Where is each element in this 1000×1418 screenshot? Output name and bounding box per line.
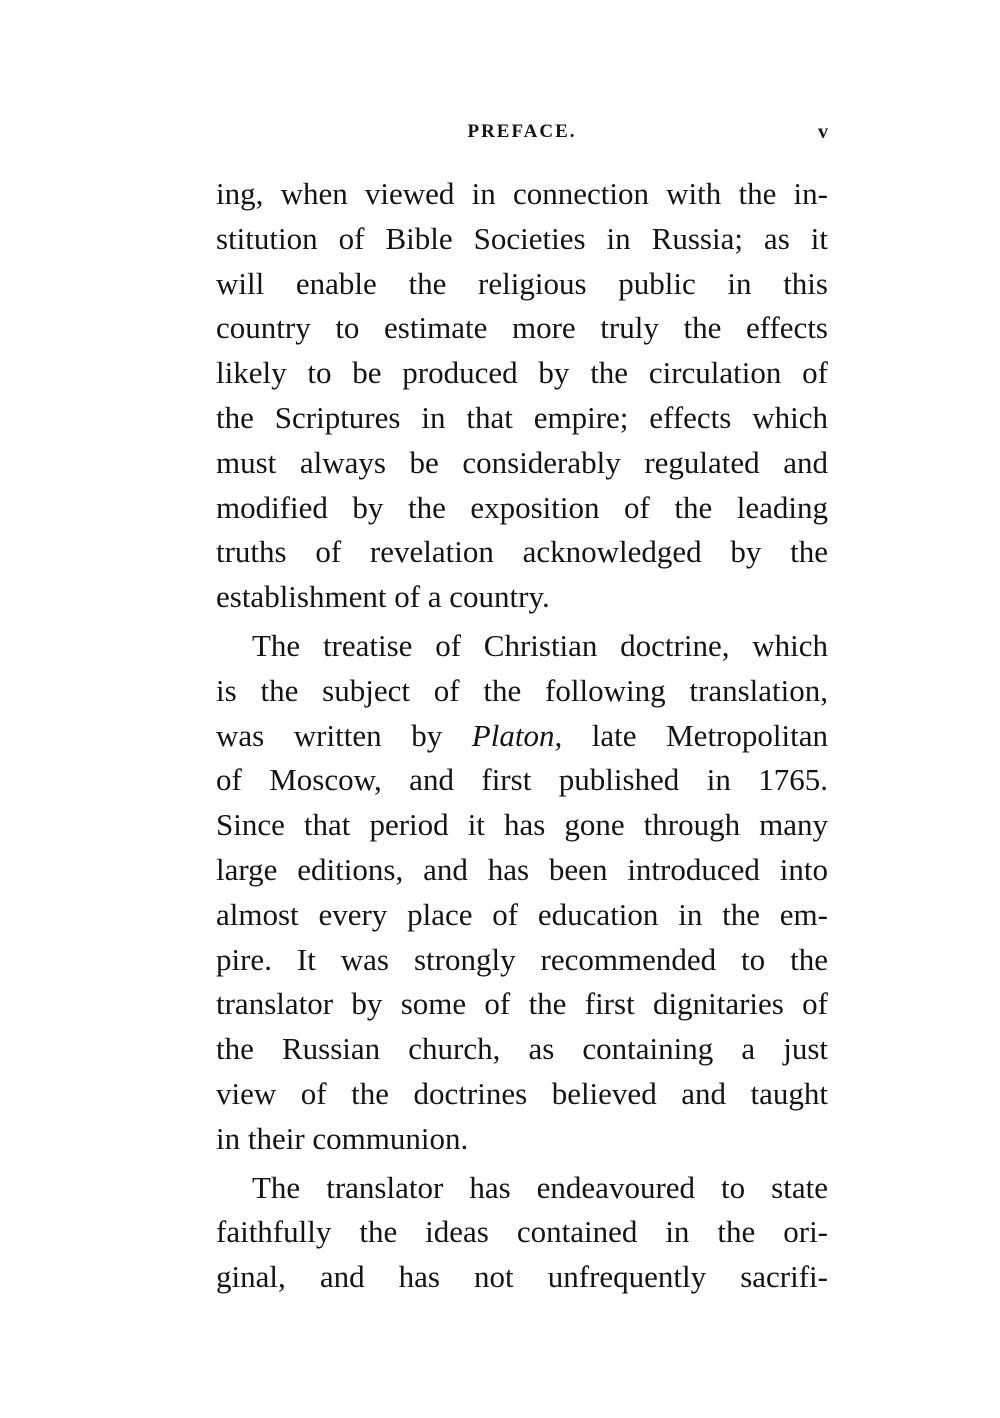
text-line: establishment of a country. xyxy=(216,579,550,615)
text-line: faithfully the ideas contained in the ori- xyxy=(216,1214,828,1250)
paragraph xyxy=(216,624,828,1162)
text-line xyxy=(216,714,828,759)
text-line: ginal, and has not unfrequently sacrifi- xyxy=(216,1259,828,1295)
running-head xyxy=(216,118,828,146)
text-line: the Russian church, as containing a just xyxy=(216,1031,828,1067)
text-run: late Metropolitan xyxy=(562,717,828,753)
text-line: translator by some of the first dignitaries of xyxy=(216,986,828,1022)
text-line: ing, when viewed in connection with the in- xyxy=(216,176,828,211)
text-line: pire. It was strongly recommended to the xyxy=(216,941,828,977)
text-line: truths of revelation acknowledged by the xyxy=(216,534,828,570)
text-line: must always be considerably regulated and xyxy=(216,444,828,480)
text-line: The translator has endeavoured to state xyxy=(252,1169,828,1205)
text-line: the Scriptures in that empire; effects which xyxy=(216,399,828,435)
page-number: v xyxy=(818,121,828,143)
text-line: is the subject of the following translation, xyxy=(216,672,828,708)
paragraph xyxy=(216,172,828,620)
text-line: view of the doctrines believed and taught xyxy=(216,1075,828,1111)
text-line: in their communion. xyxy=(216,1120,469,1156)
text-line: of Moscow, and first published in 1765. xyxy=(216,762,828,798)
text-line: stitution of Bible Societies in Russia; as it xyxy=(216,220,828,256)
italic-name: Platon, xyxy=(471,717,563,753)
text-line: country to estimate more truly the effects xyxy=(216,310,828,346)
text-run: was written by xyxy=(216,717,472,753)
running-title: PREFACE. xyxy=(467,121,577,142)
text-line: The treatise of Christian doctrine, which xyxy=(252,627,828,663)
text-line: almost every place of education in the em- xyxy=(216,896,828,932)
text-line: likely to be produced by the circulation of xyxy=(216,355,828,391)
text-line: modified by the exposition of the leading xyxy=(216,489,828,525)
text-line: will enable the religious public in this xyxy=(216,265,828,301)
text-line: Since that period it has gone through many xyxy=(216,807,828,843)
body-text xyxy=(216,172,828,1300)
paragraph xyxy=(216,1166,828,1300)
text-line: large editions, and has been introduced into xyxy=(216,851,828,887)
